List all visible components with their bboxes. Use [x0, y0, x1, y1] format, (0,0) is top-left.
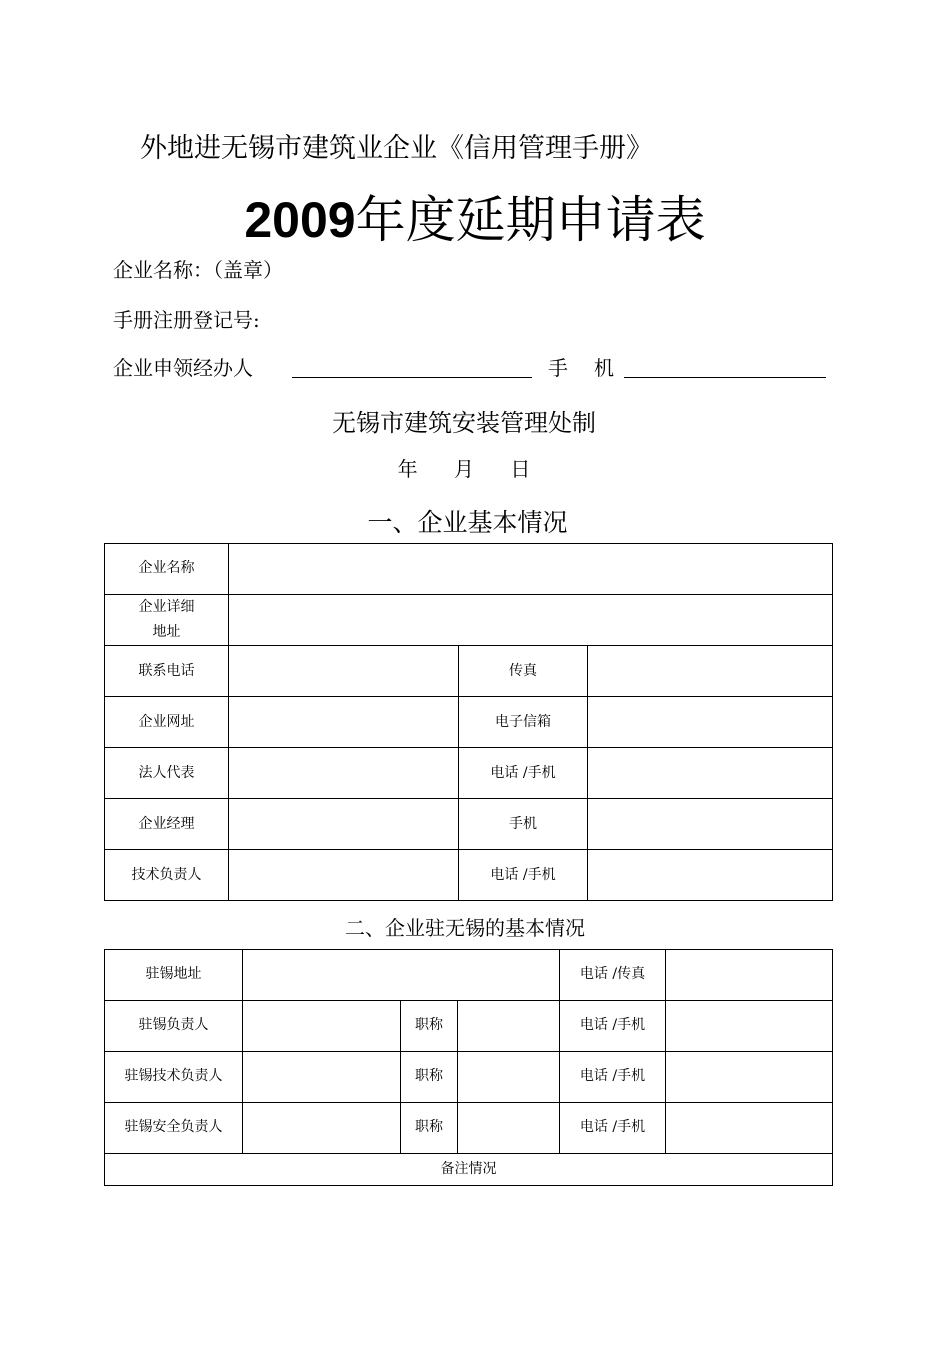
- table-row: [105, 748, 833, 799]
- table-row: [105, 697, 833, 748]
- registration-number-label: 手册注册登记号:: [113, 308, 260, 332]
- cell-label: 电话 /手机: [560, 1052, 666, 1103]
- section1-title: 一、企业基本情况: [367, 508, 568, 537]
- cell-label: 电话 /手机: [459, 748, 588, 799]
- cell-label: 电话 /传真: [560, 950, 666, 1001]
- email-cell[interactable]: [588, 697, 833, 748]
- tech-lead-cell[interactable]: [229, 850, 459, 901]
- wx-tech-lead-cell[interactable]: [243, 1052, 401, 1103]
- wx-lead-title-cell[interactable]: [458, 1001, 560, 1052]
- cell-label: 企业名称: [105, 544, 229, 595]
- table-row: [105, 544, 833, 595]
- date-line: 年 月 日: [397, 457, 531, 481]
- fax-cell[interactable]: [588, 646, 833, 697]
- cell-label: 驻锡负责人: [105, 1001, 243, 1052]
- wx-lead-cell[interactable]: [243, 1001, 401, 1052]
- form-title: [0, 180, 950, 252]
- company-name-cell[interactable]: [229, 544, 833, 595]
- wx-tech-lead-phone-cell[interactable]: [666, 1052, 833, 1103]
- cell-label: 职称: [401, 1001, 458, 1052]
- wx-tech-lead-title-cell[interactable]: [458, 1052, 560, 1103]
- form-subtitle: 外地进无锡市建筑业企业《信用管理手册》: [140, 133, 653, 164]
- cell-label: 电子信箱: [459, 697, 588, 748]
- wx-phone-fax-cell[interactable]: [666, 950, 833, 1001]
- cell-label: 电话 /手机: [560, 1103, 666, 1154]
- table-row: [105, 595, 833, 646]
- wx-safety-lead-cell[interactable]: [243, 1103, 401, 1154]
- cell-label: 企业经理: [105, 799, 229, 850]
- cell-label: 手机: [459, 799, 588, 850]
- section2-title: 二、企业驻无锡的基本情况: [345, 916, 585, 940]
- cell-label: 联系电话: [105, 646, 229, 697]
- manager-cell[interactable]: [229, 799, 459, 850]
- mobile-label: 手机: [548, 356, 640, 380]
- legal-rep-phone-cell[interactable]: [588, 748, 833, 799]
- cell-label: 电话 /手机: [459, 850, 588, 901]
- basic-info-table: [104, 543, 833, 901]
- agent-fill-line[interactable]: [292, 377, 532, 378]
- address-label-line1: 企业详细: [138, 599, 195, 615]
- table-row: [105, 1052, 833, 1103]
- website-cell[interactable]: [229, 697, 459, 748]
- cell-label: 传真: [459, 646, 588, 697]
- cell-label: 职称: [401, 1052, 458, 1103]
- cell-label: 驻锡技术负责人: [105, 1052, 243, 1103]
- remarks-label: 备注情况: [105, 1154, 833, 1186]
- cell-label: 技术负责人: [105, 850, 229, 901]
- table-row: [105, 850, 833, 901]
- mobile-fill-line[interactable]: [624, 377, 826, 378]
- table-row: [105, 799, 833, 850]
- table-row: [105, 950, 833, 1001]
- cell-label: 驻锡安全负责人: [105, 1103, 243, 1154]
- wx-address-cell[interactable]: [243, 950, 560, 1001]
- legal-rep-cell[interactable]: [229, 748, 459, 799]
- phone-cell[interactable]: [229, 646, 459, 697]
- cell-label: 职称: [401, 1103, 458, 1154]
- title-year: 2009: [244, 192, 356, 248]
- wx-safety-lead-phone-cell[interactable]: [666, 1103, 833, 1154]
- manager-mobile-cell[interactable]: [588, 799, 833, 850]
- table-row: [105, 1001, 833, 1052]
- address-cell[interactable]: [229, 595, 833, 646]
- wuxi-office-table: [104, 949, 833, 1186]
- table-row: [105, 1154, 833, 1186]
- cell-label: 驻锡地址: [105, 950, 243, 1001]
- cell-label: 企业网址: [105, 697, 229, 748]
- cell-label: [105, 595, 229, 646]
- address-label-line2: 地址: [152, 624, 181, 641]
- cell-label: 法人代表: [105, 748, 229, 799]
- table-row: [105, 1103, 833, 1154]
- table-row: [105, 646, 833, 697]
- company-name-label: 企业名称：（盖章）: [113, 258, 283, 282]
- wx-safety-lead-title-cell[interactable]: [458, 1103, 560, 1154]
- wx-lead-phone-cell[interactable]: [666, 1001, 833, 1052]
- issuing-authority: 无锡市建筑安装管理处制: [332, 409, 596, 437]
- cell-label: 电话 /手机: [560, 1001, 666, 1052]
- title-text: 年度延期申请表: [355, 191, 706, 249]
- agent-label: 企业申领经办人: [113, 356, 253, 380]
- tech-lead-phone-cell[interactable]: [588, 850, 833, 901]
